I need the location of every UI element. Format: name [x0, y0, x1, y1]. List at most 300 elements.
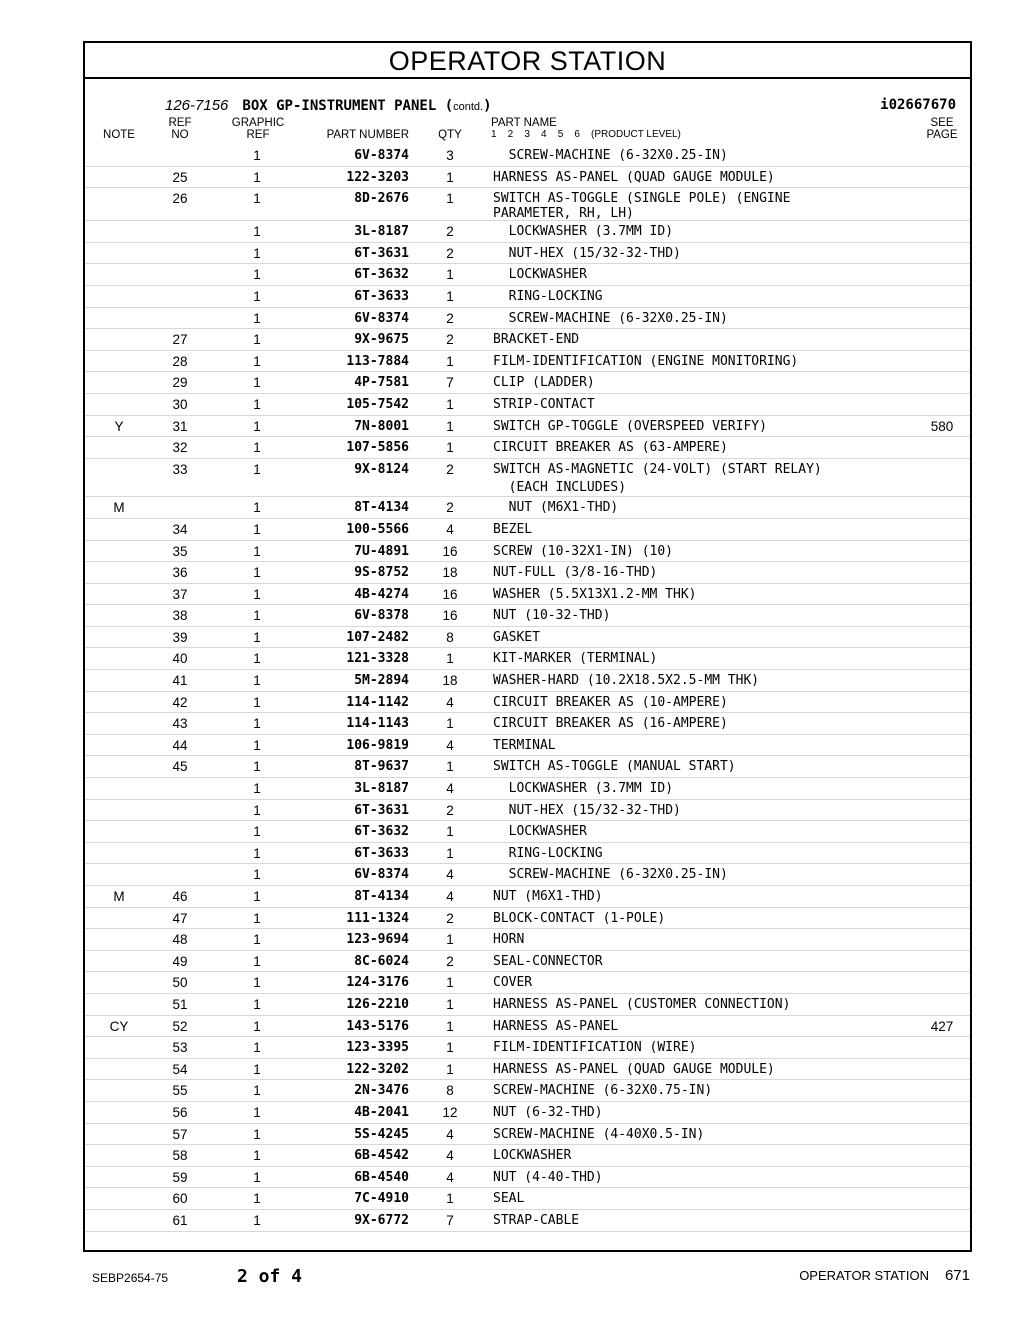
part-number-cell: 9X-6772: [354, 1212, 409, 1228]
graphic-ref-cell: 1: [253, 694, 261, 710]
part-name-cell: SCREW (10-32X1-IN) (10): [493, 543, 674, 559]
table-row: [85, 1059, 970, 1081]
part-number-cell: 100-5566: [346, 521, 409, 537]
table-row: [85, 1188, 970, 1210]
qty-cell: 2: [446, 461, 454, 477]
part-number-cell: 4P-7581: [354, 375, 409, 391]
part-name-cell: CIRCUIT BREAKER AS (63-AMPERE): [493, 440, 728, 456]
graphic-ref-cell: 1: [253, 996, 261, 1012]
graphic-ref-cell: 1: [253, 953, 261, 969]
qty-cell: 1: [446, 759, 454, 775]
part-number-cell: 111-1324: [346, 910, 409, 926]
ref-no-cell: 45: [172, 759, 188, 775]
ref-no-cell: 53: [172, 1040, 188, 1056]
qty-cell: 7: [446, 375, 454, 391]
part-number-cell: 122-3203: [346, 169, 409, 185]
table-row: [85, 864, 970, 886]
ref-no-cell: 36: [172, 565, 188, 581]
part-number-cell: 8T-4134: [354, 500, 409, 516]
qty-cell: 2: [446, 310, 454, 326]
part-number-cell: 106-9819: [346, 737, 409, 753]
part-name-cell: SCREW-MACHINE (6-32X0.25-IN): [493, 310, 728, 326]
graphic-ref-cell: 1: [253, 586, 261, 602]
ref-no-cell: 52: [172, 1018, 188, 1034]
ref-no-cell: 59: [172, 1169, 188, 1185]
graphic-ref-cell: 1: [253, 418, 261, 434]
part-name-cell: GASKET: [493, 629, 540, 645]
graphic-ref-cell: 1: [253, 440, 261, 456]
graphic-ref-cell: 1: [253, 310, 261, 326]
part-number-cell: 2N-3476: [354, 1083, 409, 1099]
graphic-ref-cell: 1: [253, 332, 261, 348]
table-row: [85, 821, 970, 843]
qty-cell: 18: [442, 673, 458, 689]
part-number-cell: 8T-9637: [354, 759, 409, 775]
qty-cell: 4: [446, 781, 454, 797]
part-name-cell: CIRCUIT BREAKER AS (16-AMPERE): [493, 716, 728, 732]
part-name-cell: NUT (M6X1-THD): [493, 500, 619, 516]
qty-cell: 1: [446, 975, 454, 991]
table-row: [85, 951, 970, 973]
part-number-cell: 122-3202: [346, 1061, 409, 1077]
ref-no-cell: 58: [172, 1148, 188, 1164]
part-name-cell: RING-LOCKING: [493, 288, 603, 304]
part-name-cell: NUT-FULL (3/8-16-THD): [493, 565, 658, 581]
graphic-ref-cell: 1: [253, 1191, 261, 1207]
col-header-note: NOTE: [103, 129, 135, 141]
contd-label: contd.: [453, 101, 484, 113]
part-name-cell: NUT (10-32-THD): [493, 608, 611, 624]
part-number-cell: 4B-4274: [354, 586, 409, 602]
table-row: [85, 908, 970, 930]
col-header-part-number: PART NUMBER: [326, 129, 409, 141]
part-name-cell: SWITCH AS-MAGNETIC (24-VOLT) (START RELAY): [493, 461, 822, 477]
part-name-cell: FILM-IDENTIFICATION (WIRE): [493, 1040, 697, 1056]
ref-no-cell: 47: [172, 910, 188, 926]
part-name-cell: LOCKWASHER (3.7MM ID): [493, 224, 674, 240]
part-number-cell: 9S-8752: [354, 565, 409, 581]
part-name-cell: SWITCH GP-TOGGLE (OVERSPEED VERIFY): [493, 418, 767, 434]
table-row: [85, 692, 970, 714]
part-name-cell: (EACH INCLUDES): [493, 480, 627, 496]
graphic-ref-cell: 1: [253, 396, 261, 412]
part-number-cell: 7U-4891: [354, 543, 409, 559]
qty-cell: 2: [446, 245, 454, 261]
illustration-number: i02667670: [880, 97, 956, 113]
part-name-cell: NUT (M6X1-THD): [493, 889, 603, 904]
group-name: BOX GP-INSTRUMENT PANEL (contd.): [242, 98, 492, 114]
note-cell: Y: [114, 418, 124, 434]
ref-no-cell: 44: [172, 737, 188, 753]
part-name-cell: SCREW-MACHINE (6-32X0.75-IN): [493, 1083, 713, 1099]
table-row: [85, 1037, 970, 1059]
qty-cell: 2: [446, 500, 454, 516]
table-row: [85, 994, 970, 1016]
qty-cell: 1: [446, 353, 454, 369]
table-row: [85, 713, 970, 735]
part-number-cell: 4B-2041: [354, 1104, 409, 1120]
part-name-cell: LOCKWASHER (3.7MM ID): [493, 781, 674, 797]
part-number-cell: 143-5176: [346, 1018, 409, 1034]
part-name-cell: WASHER (5.5X13X1.2-MM THK): [493, 586, 697, 602]
table-row: [85, 264, 970, 286]
part-name-cell: SCREW-MACHINE (6-32X0.25-IN): [493, 867, 728, 883]
graphic-ref-cell: 1: [253, 781, 261, 797]
graphic-ref-cell: 1: [253, 461, 261, 477]
ref-no-cell: 40: [172, 651, 188, 667]
part-number-cell: 5S-4245: [354, 1126, 409, 1142]
qty-cell: 4: [446, 1148, 454, 1164]
graphic-ref-cell: 1: [253, 975, 261, 991]
graphic-ref-cell: 1: [253, 565, 261, 581]
graphic-ref-cell: 1: [253, 867, 261, 883]
ref-no-cell: 55: [172, 1083, 188, 1099]
graphic-ref-cell: 1: [253, 910, 261, 926]
qty-cell: 1: [446, 932, 454, 948]
graphic-ref-cell: 1: [253, 1104, 261, 1120]
graphic-ref-cell: 1: [253, 224, 261, 240]
qty-cell: 16: [442, 543, 458, 559]
part-number-cell: 113-7884: [346, 353, 409, 369]
qty-cell: 4: [446, 737, 454, 753]
note-cell: CY: [109, 1018, 129, 1034]
qty-cell: 1: [446, 716, 454, 732]
part-number-cell: 5M-2894: [354, 673, 409, 689]
table-row: [85, 351, 970, 373]
ref-no-cell: 34: [172, 521, 188, 537]
part-number-cell: 105-7542: [346, 396, 409, 412]
table-row: [85, 1167, 970, 1189]
graphic-ref-cell: 1: [253, 932, 261, 948]
qty-cell: 4: [446, 1126, 454, 1142]
qty-cell: 8: [446, 1083, 454, 1099]
table-row: [85, 188, 970, 221]
table-row: [85, 145, 970, 167]
part-number-cell: 6V-8378: [354, 608, 409, 624]
note-cell: M: [113, 889, 125, 904]
part-name-cell: LOCKWASHER: [493, 824, 587, 840]
table-row: [85, 972, 970, 994]
graphic-ref-cell: 1: [253, 759, 261, 775]
ref-no-cell: 43: [172, 716, 188, 732]
part-name-cell: SEAL-CONNECTOR: [493, 953, 603, 969]
table-row: [85, 562, 970, 584]
graphic-ref-cell: 1: [253, 1169, 261, 1185]
page-number: 671: [944, 1267, 970, 1284]
graphic-ref-cell: 1: [253, 1212, 261, 1228]
part-name-cell: SCREW-MACHINE (6-32X0.25-IN): [493, 148, 728, 163]
qty-cell: 1: [446, 651, 454, 667]
part-name-cell: TERMINAL: [493, 737, 556, 753]
graphic-ref-cell: 1: [253, 802, 261, 818]
part-number-cell: 6T-3632: [354, 267, 409, 283]
part-number-cell: 107-5856: [346, 440, 409, 456]
qty-cell: 4: [446, 867, 454, 883]
ref-no-cell: 50: [172, 975, 188, 991]
qty-cell: 1: [446, 440, 454, 456]
ref-no-cell: 26: [172, 191, 188, 207]
table-row: [85, 1080, 970, 1102]
part-name-cell: HARNESS AS-PANEL (QUAD GAUGE MODULE): [493, 1061, 775, 1077]
part-number-cell: 6T-3631: [354, 802, 409, 818]
qty-cell: 1: [446, 418, 454, 434]
see-page-cell: 580: [930, 418, 954, 434]
part-name-cell: CIRCUIT BREAKER AS (10-AMPERE): [493, 694, 728, 710]
table-row: [85, 1145, 970, 1167]
ref-no-cell: 56: [172, 1104, 188, 1120]
qty-cell: 4: [446, 889, 454, 904]
qty-cell: 1: [446, 191, 454, 207]
part-name-cell: WASHER-HARD (10.2X18.5X2.5-MM THK): [493, 673, 760, 689]
ref-no-cell: 61: [172, 1212, 188, 1228]
graphic-ref-cell: 1: [253, 353, 261, 369]
graphic-ref-cell: 1: [253, 267, 261, 283]
part-number-cell: 6T-3632: [354, 824, 409, 840]
qty-cell: 4: [446, 694, 454, 710]
qty-cell: 8: [446, 629, 454, 645]
part-name-cell: NUT (6-32-THD): [493, 1104, 603, 1120]
part-number-cell: 6V-8374: [354, 310, 409, 326]
table-row: [85, 670, 970, 692]
graphic-ref-cell: 1: [253, 1126, 261, 1142]
ref-no-cell: 49: [172, 953, 188, 969]
qty-cell: 2: [446, 802, 454, 818]
graphic-ref-cell: 1: [253, 845, 261, 861]
ref-no-cell: 39: [172, 629, 188, 645]
qty-cell: 2: [446, 332, 454, 348]
graphic-ref-cell: 1: [253, 673, 261, 689]
ref-no-cell: 25: [172, 169, 188, 185]
part-number-cell: 123-3395: [346, 1040, 409, 1056]
ref-no-cell: 54: [172, 1061, 188, 1077]
graphic-ref-cell: 1: [253, 824, 261, 840]
part-name-cell: RING-LOCKING: [493, 845, 603, 861]
qty-cell: 1: [446, 1061, 454, 1077]
col-header-see-page: SEE PAGE: [926, 117, 958, 141]
qty-cell: 4: [446, 521, 454, 537]
ref-no-cell: 60: [172, 1191, 188, 1207]
ref-no-cell: 28: [172, 353, 188, 369]
graphic-ref-cell: 1: [253, 1061, 261, 1077]
part-name-cell: NUT (4-40-THD): [493, 1169, 603, 1185]
graphic-ref-cell: 1: [253, 737, 261, 753]
part-name-cell: STRIP-CONTACT: [493, 396, 595, 412]
part-number-cell: 6B-4542: [354, 1148, 409, 1164]
part-name-cell: CLIP (LADDER): [493, 375, 595, 391]
part-name-cell: SEAL: [493, 1191, 525, 1207]
table-row: [85, 394, 970, 416]
table-row: [85, 929, 970, 951]
table-row: [85, 329, 970, 351]
ref-no-cell: 35: [172, 543, 188, 559]
page-of: 2 of 4: [237, 1266, 303, 1287]
part-number-cell: 7C-4910: [354, 1191, 409, 1207]
table-row: [85, 286, 970, 308]
graphic-ref-cell: 1: [253, 288, 261, 304]
document-number: SEBP2654-75: [92, 1271, 169, 1285]
qty-cell: 1: [446, 1018, 454, 1034]
qty-cell: 1: [446, 288, 454, 304]
graphic-ref-cell: 1: [253, 889, 261, 904]
table-row: [85, 416, 970, 438]
table-row: [85, 519, 970, 541]
table-row: [85, 167, 970, 189]
qty-cell: 4: [446, 1169, 454, 1185]
graphic-ref-cell: 1: [253, 629, 261, 645]
qty-cell: 1: [446, 1040, 454, 1056]
ref-no-cell: 51: [172, 996, 188, 1012]
graphic-ref-cell: 1: [253, 651, 261, 667]
part-number-cell: 123-9694: [346, 932, 409, 948]
graphic-ref-cell: 1: [253, 148, 261, 163]
group-number: 126-7156: [165, 97, 229, 114]
part-name-cell: KIT-MARKER (TERMINAL): [493, 651, 658, 667]
qty-cell: 1: [446, 396, 454, 412]
part-number-cell: 9X-9675: [354, 332, 409, 348]
part-number-cell: 6T-3633: [354, 288, 409, 304]
ref-no-cell: 31: [172, 418, 188, 434]
qty-cell: 16: [442, 608, 458, 624]
page-title: OPERATOR STATION: [85, 43, 970, 79]
table-row: [85, 605, 970, 627]
part-name-cell: SWITCH AS-TOGGLE (MANUAL START): [493, 759, 736, 775]
col-header-graphic-ref: GRAPHIC REF: [231, 117, 285, 141]
col-header-qty: QTY: [438, 129, 462, 141]
ref-no-cell: 27: [172, 332, 188, 348]
part-number-cell: 107-2482: [346, 629, 409, 645]
parts-table: [85, 145, 970, 1232]
table-row: [85, 1016, 970, 1038]
graphic-ref-cell: 1: [253, 169, 261, 185]
ref-no-cell: 57: [172, 1126, 188, 1142]
col-header-part-name: PART NAME 1 2 3 4 5 6 (PRODUCT LEVEL): [491, 117, 681, 140]
col-header-ref: REF NO: [168, 117, 192, 141]
table-row: [85, 584, 970, 606]
part-number-cell: 8C-6024: [354, 953, 409, 969]
qty-cell: 3: [446, 148, 454, 163]
graphic-ref-cell: 1: [253, 716, 261, 732]
part-number-cell: 8D-2676: [354, 191, 409, 207]
table-row: [85, 1102, 970, 1124]
graphic-ref-cell: 1: [253, 521, 261, 537]
graphic-ref-cell: 1: [253, 543, 261, 559]
part-number-cell: 6T-3633: [354, 845, 409, 861]
qty-cell: 1: [446, 845, 454, 861]
table-row: [85, 497, 970, 519]
qty-cell: 1: [446, 267, 454, 283]
ref-no-cell: 48: [172, 932, 188, 948]
part-number-cell: 114-1143: [346, 716, 409, 732]
part-name-cell: NUT-HEX (15/32-32-THD): [493, 245, 681, 261]
ref-no-cell: 30: [172, 396, 188, 412]
qty-cell: 1: [446, 1191, 454, 1207]
part-name-cell: HARNESS AS-PANEL: [493, 1018, 619, 1034]
page-frame: [83, 41, 972, 1252]
table-row: [85, 648, 970, 670]
graphic-ref-cell: 1: [253, 191, 261, 207]
part-number-cell: 126-2210: [346, 996, 409, 1012]
ref-no-cell: 41: [172, 673, 188, 689]
table-row: [85, 459, 970, 481]
footer-section: OPERATOR STATION 671: [799, 1267, 970, 1284]
part-name-cell: BLOCK-CONTACT (1-POLE): [493, 910, 666, 926]
part-name-cell: LOCKWASHER: [493, 267, 587, 283]
table-row: [85, 800, 970, 822]
part-name-cell: NUT-HEX (15/32-32-THD): [493, 802, 681, 818]
part-name-cell: LOCKWASHER: [493, 1148, 572, 1164]
group-header: [165, 97, 956, 115]
table-row: [85, 756, 970, 778]
graphic-ref-cell: 1: [253, 1018, 261, 1034]
note-cell: M: [113, 500, 125, 516]
table-row: [85, 1210, 970, 1232]
part-number-cell: 9X-8124: [354, 461, 409, 477]
part-name-cell: BEZEL: [493, 521, 533, 537]
part-number-cell: 121-3328: [346, 651, 409, 667]
graphic-ref-cell: 1: [253, 375, 261, 391]
part-name-cell: STRAP-CABLE: [493, 1212, 580, 1228]
ref-no-cell: 29: [172, 375, 188, 391]
qty-cell: 1: [446, 169, 454, 185]
qty-cell: 2: [446, 910, 454, 926]
graphic-ref-cell: 1: [253, 608, 261, 624]
part-number-cell: 6T-3631: [354, 245, 409, 261]
part-name-cell: SCREW-MACHINE (4-40X0.5-IN): [493, 1126, 705, 1142]
table-row: [85, 778, 970, 800]
part-name-cell: HORN: [493, 932, 525, 948]
part-name-cell: BRACKET-END: [493, 332, 580, 348]
qty-cell: 12: [442, 1104, 458, 1120]
part-number-cell: 8T-4134: [354, 889, 409, 904]
graphic-ref-cell: 1: [253, 1083, 261, 1099]
table-row: [85, 221, 970, 243]
qty-cell: 1: [446, 996, 454, 1012]
table-row: [85, 541, 970, 563]
qty-cell: 2: [446, 953, 454, 969]
see-page-cell: 427: [930, 1018, 954, 1034]
table-row: [85, 372, 970, 394]
part-name-cell: HARNESS AS-PANEL (CUSTOMER CONNECTION): [493, 996, 791, 1012]
table-row: [85, 627, 970, 649]
part-name-cell: COVER: [493, 975, 533, 991]
ref-no-cell: 32: [172, 440, 188, 456]
part-number-cell: 7N-8001: [354, 418, 409, 434]
table-row: [85, 886, 970, 908]
table-row: [85, 243, 970, 265]
table-row: [85, 843, 970, 865]
part-number-cell: 6V-8374: [354, 867, 409, 883]
table-row: [85, 1124, 970, 1146]
part-number-cell: 124-3176: [346, 975, 409, 991]
qty-cell: 16: [442, 586, 458, 602]
part-name-cell: FILM-IDENTIFICATION (ENGINE MONITORING): [493, 353, 799, 369]
part-number-cell: 114-1142: [346, 694, 409, 710]
table-row: [85, 308, 970, 330]
part-name-cell: SWITCH AS-TOGGLE (SINGLE POLE) (ENGINE PARAMETER, RH, LH): [493, 191, 791, 222]
part-number-cell: 3L-8187: [354, 781, 409, 797]
qty-cell: 18: [442, 565, 458, 581]
table-row: [85, 437, 970, 459]
part-number-cell: 6V-8374: [354, 148, 409, 163]
table-row: [85, 735, 970, 757]
qty-cell: 1: [446, 824, 454, 840]
ref-no-cell: 42: [172, 694, 188, 710]
part-number-cell: 3L-8187: [354, 224, 409, 240]
qty-cell: 7: [446, 1212, 454, 1228]
ref-no-cell: 37: [172, 586, 188, 602]
part-name-cell: HARNESS AS-PANEL (QUAD GAUGE MODULE): [493, 169, 775, 185]
graphic-ref-cell: 1: [253, 1148, 261, 1164]
